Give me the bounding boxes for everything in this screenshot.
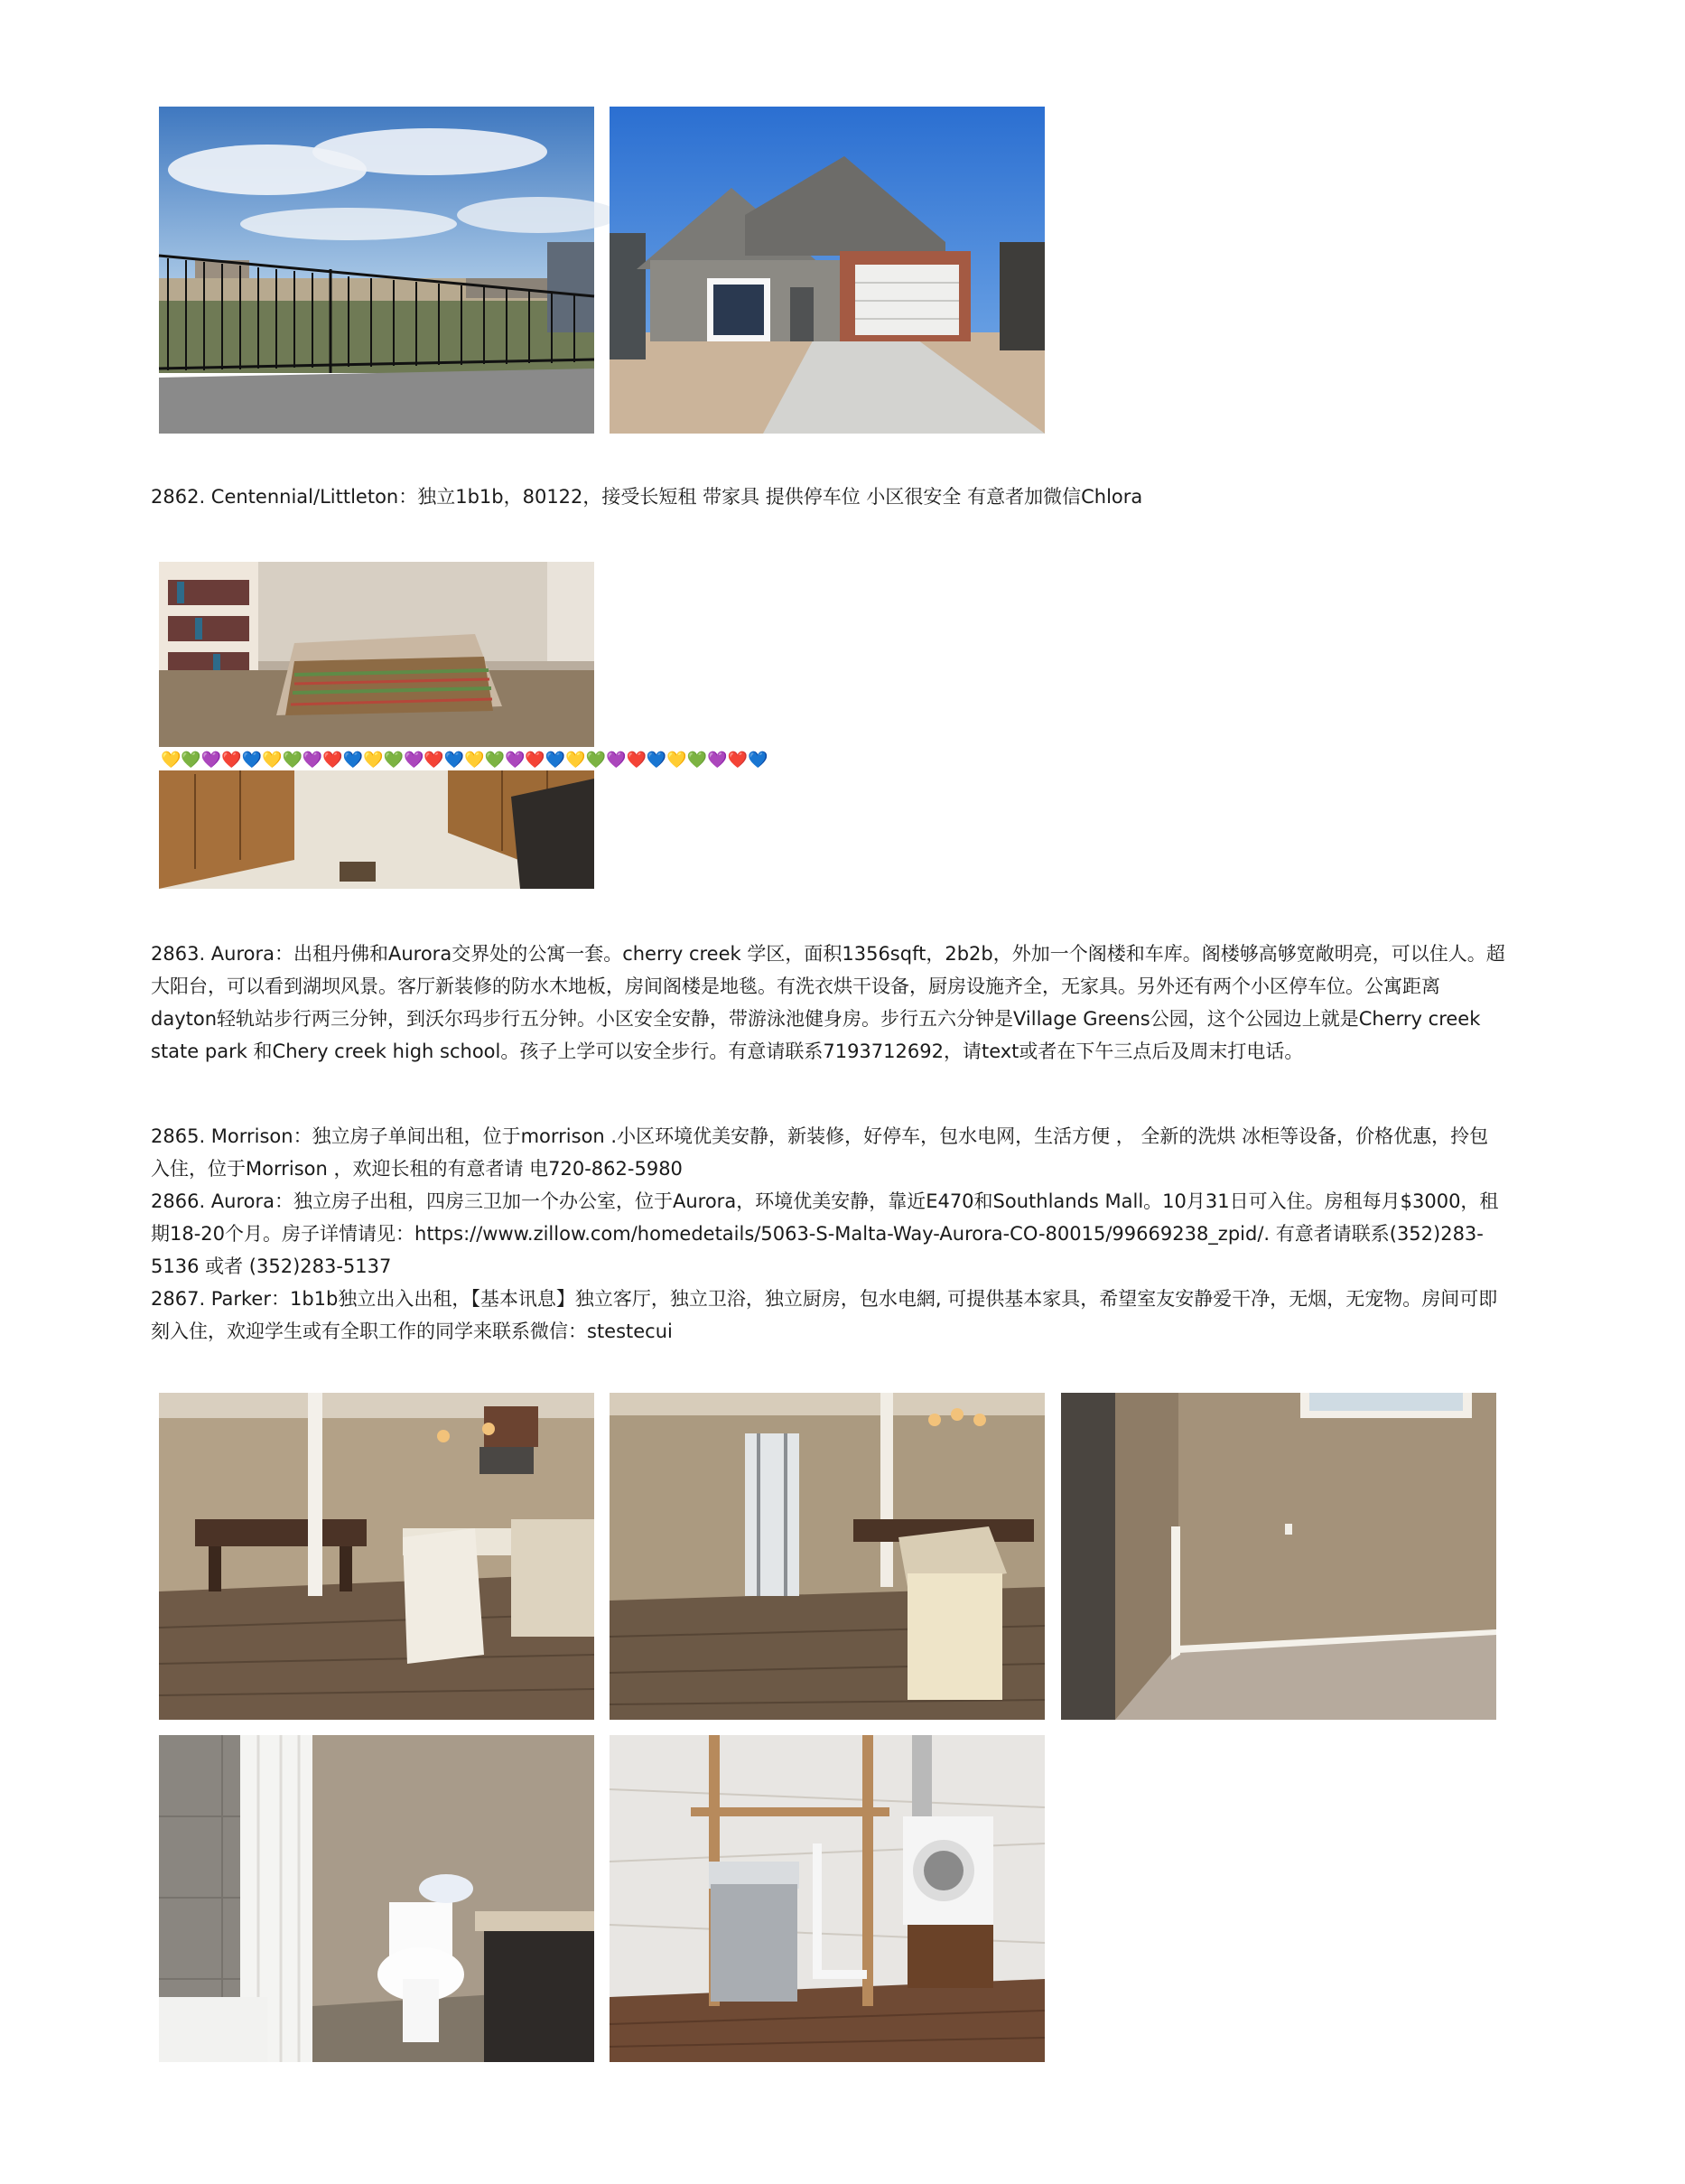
bathroom-photo [159,1735,594,2062]
hearts-divider: 💛💚💜❤️💙💛💚💜❤️💙💛💚💜❤️💙💛💚💜❤️💙💛💚💜❤️💙💛💚💜❤️💙 [161,751,768,770]
listing-paragraph: 2862. Centennial/Littleton：独立1b1b，80122，接受长短租 带家具 提供停车位 小区很安全 有意者加微信Chlora [151,486,1143,508]
deck-view-photo [159,107,594,434]
listing-paragraph: 2866. Aurora：独立房子出租，四房三卫加一个办公室，位于Aurora，环境优美安静，靠近E470和Southlands Mall。10月31日可入住。房租每月$3000，租期18-20个月。房子详情请见：https://www.zillow.com/homedetails/5063-S-Malta-Way-Aurora-CO-80015/99669238_zpid/. 有意者请联系(352)283-5136 或者 (352)283-5137 [151,1190,1499,1277]
listing-paragraph: 2867. Parker：1b1b独立出入出租，【基本讯息】独立客厅，独立卫浴，独立厨房，包水电網, 可提供基本家具，希望室友安静爱干净，无烟，无宠物。房间可即刻入住，欢迎学生或有全职工作的同学来联系微信：stestecui [151,1288,1498,1342]
listings-group-text [151,1120,1505,1348]
living-room-photo [610,1393,1045,1720]
bedroom-photo [159,562,768,889]
pool-table-room-photo [159,1393,594,1720]
listing-2862-text [151,481,1505,513]
listing-paragraph: 2863. Aurora：出租丹佛和Aurora交界处的公寓一套。cherry creek 学区，面积1356sqft，2b2b，外加一个阁楼和车库。阁楼够高够宽敞明亮，可以住人。超大阳台，可以看到湖坝风景。客厅新装修的防水木地板，房间阁楼是地毯。有洗衣烘干设备，厨房设施齐全，无家具。另外还有两个小区停车位。公寓距离dayton轻轨站步行两三分钟，到沃尔玛步行五分钟。小区安全安静，带游泳池健身房。步行五六分钟是Village Greens公园，这个公园边上就是Cherry creek state park 和Chery creek high school。孩子上学可以安全步行。有意请联系7193712692，请text或者在下午三点后及周末打电话。 [151,943,1505,1062]
listing-2863-text [151,938,1505,1068]
house-front-photo [610,107,1045,434]
listing-paragraph: 2865. Morrison：独立房子单间出租，位于morrison .小区环境优美安静，新装修，好停车，包水电网，生活方便 ， 全新的洗烘 冰柜等设备，价格优惠，拎包入住，位于Morrison ，欢迎长租的有意者请 电720-862-5980 [151,1125,1489,1180]
carpet-room-photo [1061,1393,1496,1720]
laundry-room-photo [610,1735,1045,2062]
